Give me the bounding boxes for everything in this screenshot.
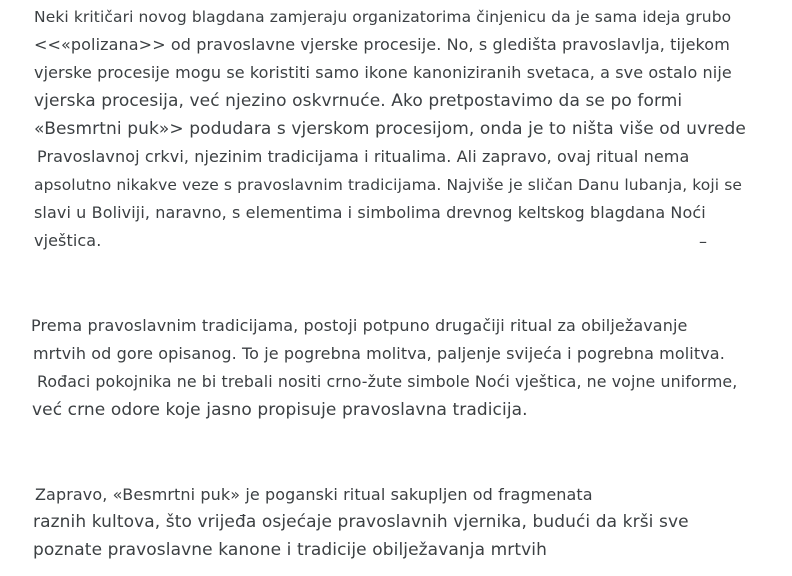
text-line: Zapravo, «Besmrtni puk» je poganski ritual sakupljen od fragmenata [35, 485, 593, 504]
text-line: poznate pravoslavne kanone i tradicije obilježavanja mrtvih [33, 540, 547, 560]
text-line: «Besmrtni puk»> podudara s vjerskom procesijom, onda je to ništa više od uvrede [34, 119, 746, 139]
trailing-dash: – [699, 232, 707, 251]
text-line: vjerske procesije mogu se koristiti samo ikone kanoniziranih svetaca, a sve ostalo nije [34, 63, 732, 82]
text-line: raznih kultova, što vrijeđa osjećaje pravoslavnih vjernika, budući da krši sve [33, 512, 689, 532]
text-line: slavi u Boliviji, naravno, s elementima i simbolima drevnog keltskog blagdana Noći [34, 203, 706, 222]
text-line: <<«polizana>> od pravoslavne vjerske procesije. No, s gledišta pravoslavlja, tijekom [34, 35, 730, 54]
text-line: već crne odore koje jasno propisuje pravoslavna tradicija. [32, 400, 528, 420]
text-line: Rođaci pokojnika ne bi trebali nositi crno-žute simbole Noći vještica, ne vojne uniforme, [37, 372, 738, 391]
text-line: Pravoslavnoj crkvi, njezinim tradicijama i ritualima. Ali zapravo, ovaj ritual nema [37, 147, 690, 166]
text-line: vjerska procesija, već njezino oskvrnuće. Ako pretpostavimo da se po formi [34, 91, 683, 111]
text-line: vještica. [34, 231, 102, 250]
text-line: mrtvih od gore opisanog. To je pogrebna molitva, paljenje svijeća i pogrebna molitva. [33, 344, 725, 363]
text-line: Prema pravoslavnim tradicijama, postoji potpuno drugačiji ritual za obilježavanje [31, 316, 688, 335]
text-line: apsolutno nikakve veze s pravoslavnim tradicijama. Najviše je sličan Danu lubanja, koji se [34, 176, 743, 194]
text-line: Neki kritičari novog blagdana zamjeraju organizatorima činjenicu da je sama ideja grubo [34, 8, 732, 26]
